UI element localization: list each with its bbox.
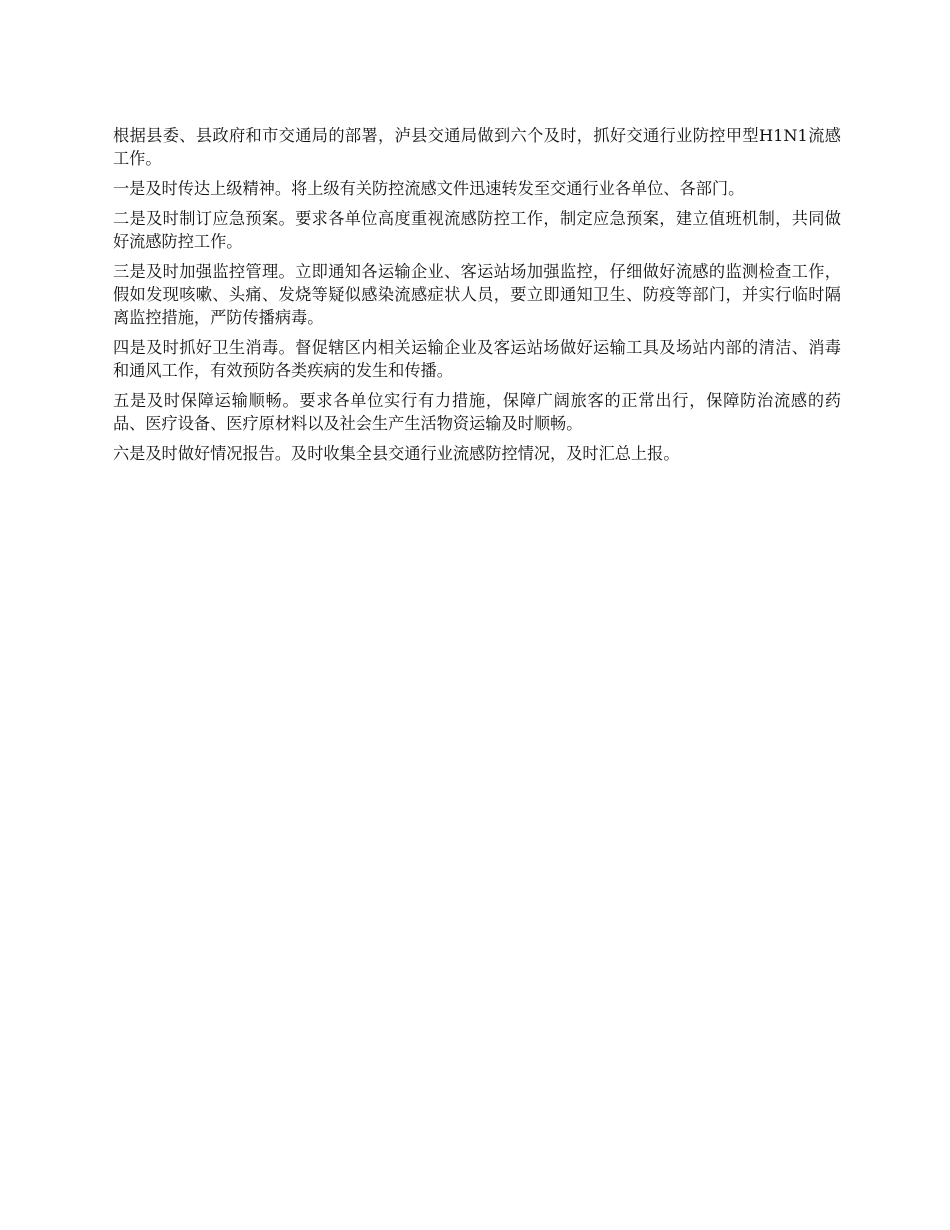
paragraph-point-5: 五是及时保障运输顺畅。要求各单位实行有力措施，保障广阔旅客的正常出行，保障防治流感的药品、医疗设备、医疗原材料以及社会生产生活物资运输及时顺畅。 xyxy=(113,391,841,433)
paragraph-point-1: 一是及时传达上级精神。将上级有关防控流感文件迅速转发至交通行业各单位、各部门。 xyxy=(113,179,745,198)
paragraph-point-2: 二是及时制订应急预案。要求各单位高度重视流感防控工作，制定应急预案，建立值班机制，共同做好流感防控工作。 xyxy=(113,209,841,251)
paragraph-point-4: 四是及时抓好卫生消毒。督促辖区内相关运输企业及客运站场做好运输工具及场站内部的清洁、消毒和通风工作，有效预防各类疾病的发生和传播。 xyxy=(113,338,841,380)
paragraph-intro: 根据县委、县政府和市交通局的部署，泸县交通局做到六个及时，抓好交通行业防控甲型H1N1流感工作。 xyxy=(113,126,841,168)
document-body xyxy=(113,124,841,472)
paragraph-point-3: 三是及时加强监控管理。立即通知各运输企业、客运站场加强监控，仔细做好流感的监测检查工作，假如发现咳嗽、头痛、发烧等疑似感染流感症状人员，要立即通知卫生、防疫等部门，并实行临时隔离监控措施，严防传播病毒。 xyxy=(113,262,841,327)
paragraph-point-6: 六是及时做好情况报告。及时收集全县交通行业流感防控情况，及时汇总上报。 xyxy=(113,444,680,463)
